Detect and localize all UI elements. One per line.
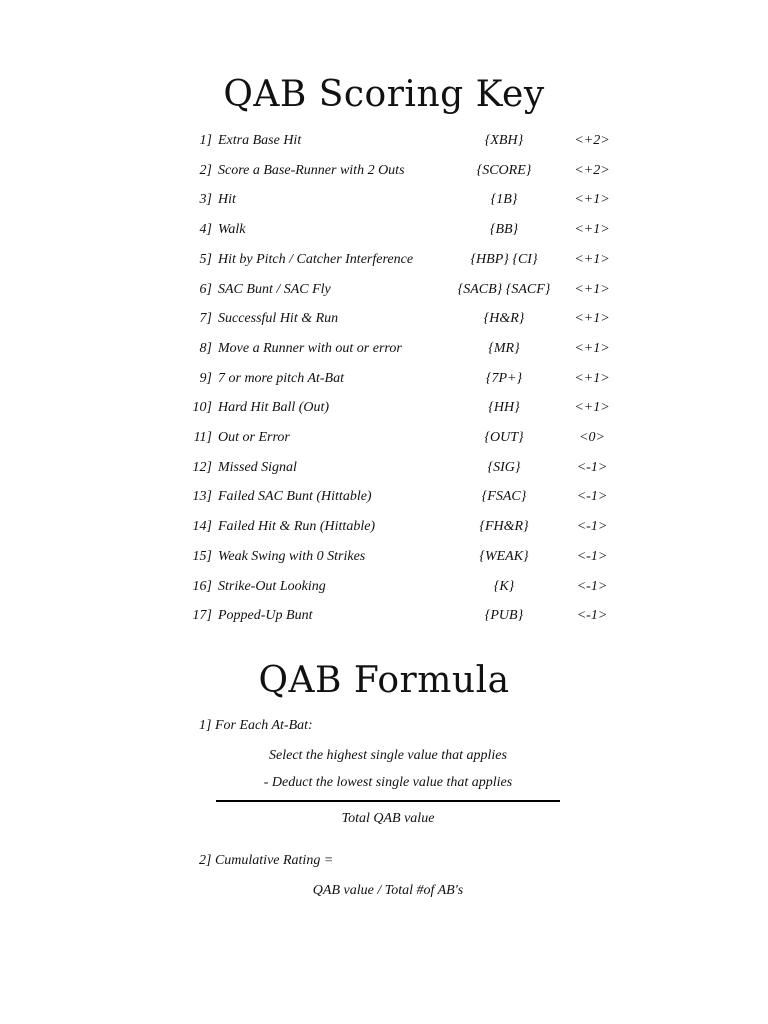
formula-step-1-label: 1] For Each At-Bat: bbox=[199, 718, 313, 733]
item-number: 2] bbox=[199, 162, 212, 178]
scoring-key-row bbox=[0, 485, 768, 509]
item-description: Hard Hit Ball (Out) bbox=[218, 400, 330, 416]
item-code: {H&R} bbox=[483, 311, 525, 327]
scoring-key-row bbox=[0, 337, 768, 361]
item-code: {7P+} bbox=[485, 370, 523, 386]
formula-divider-line bbox=[216, 800, 560, 802]
item-description: Successful Hit & Run bbox=[218, 311, 339, 327]
item-number: 12] bbox=[192, 459, 212, 475]
item-description: Extra Base Hit bbox=[218, 133, 302, 148]
scoring-key-row bbox=[0, 396, 768, 420]
item-description: Strike-Out Looking bbox=[218, 578, 326, 594]
scoring-key-row bbox=[0, 307, 768, 331]
item-code: {K} bbox=[493, 578, 515, 594]
item-points: <+2> bbox=[574, 133, 610, 148]
formula-highest-value-line: Select the highest single value that applies bbox=[269, 748, 507, 763]
item-description: Walk bbox=[218, 222, 246, 238]
item-code: {HBP} {CI} bbox=[470, 251, 538, 267]
item-number: 13] bbox=[192, 489, 212, 505]
item-points: <+1> bbox=[574, 222, 610, 238]
item-description: Hit by Pitch / Catcher Interference bbox=[218, 251, 414, 267]
item-number: 3] bbox=[199, 192, 212, 208]
item-points: <+2> bbox=[574, 162, 610, 178]
item-code: {SIG} bbox=[487, 459, 521, 475]
item-number: 7] bbox=[199, 311, 212, 327]
item-points: <+1> bbox=[574, 311, 610, 327]
scoring-key-row bbox=[0, 575, 768, 599]
item-number: 11] bbox=[193, 430, 212, 445]
item-points: <-1> bbox=[576, 489, 608, 505]
item-code: {OUT} bbox=[484, 430, 524, 445]
item-points: <+1> bbox=[574, 400, 610, 416]
item-points: <-1> bbox=[576, 519, 608, 535]
item-description: Failed Hit & Run (Hittable) bbox=[218, 519, 376, 535]
scoring-key-row bbox=[0, 426, 768, 450]
item-points: <-1> bbox=[576, 459, 608, 475]
item-code: {WEAK} bbox=[479, 548, 529, 564]
item-description: Score a Base-Runner with 2 Outs bbox=[218, 162, 405, 178]
item-points: <+1> bbox=[574, 192, 610, 208]
formula-title: QAB Formula bbox=[258, 660, 510, 701]
item-description: SAC Bunt / SAC Fly bbox=[218, 281, 331, 297]
scoring-key-row bbox=[0, 188, 768, 212]
item-code: {FH&R} bbox=[479, 519, 529, 535]
item-number: 9] bbox=[199, 370, 212, 386]
item-description: 7 or more pitch At-Bat bbox=[218, 370, 344, 386]
scoring-key-row bbox=[0, 129, 768, 153]
scoring-key-row bbox=[0, 159, 768, 183]
item-description: Missed Signal bbox=[218, 459, 297, 475]
item-description: Failed SAC Bunt (Hittable) bbox=[218, 489, 372, 505]
item-points: <-1> bbox=[576, 608, 608, 624]
item-points: <-1> bbox=[576, 548, 608, 564]
item-description: Out or Error bbox=[218, 430, 290, 445]
item-points: <0> bbox=[579, 430, 605, 445]
item-description: Move a Runner with out or error bbox=[218, 340, 402, 356]
item-points: <+1> bbox=[574, 340, 610, 356]
item-code: {SCORE} bbox=[476, 162, 532, 178]
item-number: 1] bbox=[199, 133, 212, 148]
item-code: {FSAC} bbox=[481, 489, 527, 505]
item-description: Hit bbox=[218, 192, 236, 208]
scoring-key-row bbox=[0, 278, 768, 302]
item-number: 4] bbox=[199, 222, 212, 238]
item-points: <+1> bbox=[574, 370, 610, 386]
item-points: <+1> bbox=[574, 251, 610, 267]
item-code: {HH} bbox=[488, 400, 520, 416]
item-number: 16] bbox=[192, 578, 212, 594]
item-number: 8] bbox=[199, 340, 212, 356]
item-number: 6] bbox=[199, 281, 212, 297]
item-description: Weak Swing with 0 Strikes bbox=[218, 548, 366, 564]
formula-total-qab-value: Total QAB value bbox=[341, 811, 435, 826]
item-description: Popped-Up Bunt bbox=[218, 608, 313, 624]
item-points: <+1> bbox=[574, 281, 610, 297]
item-code: {PUB} bbox=[484, 608, 524, 624]
item-code: {MR} bbox=[488, 340, 520, 356]
scoring-key-row bbox=[0, 545, 768, 569]
scoring-key-title: QAB Scoring Key bbox=[223, 74, 545, 115]
formula-deduct-lowest-line: - Deduct the lowest single value that applies bbox=[263, 775, 513, 790]
item-code: {SACB} {SACF} bbox=[457, 281, 551, 297]
item-code: {XBH} bbox=[484, 133, 524, 148]
formula-step-2-label: 2] Cumulative Rating = bbox=[199, 853, 334, 868]
scoring-key-row bbox=[0, 218, 768, 242]
item-number: 15] bbox=[192, 548, 212, 564]
scoring-key-row bbox=[0, 604, 768, 628]
scoring-key-row bbox=[0, 515, 768, 539]
item-number: 14] bbox=[192, 519, 212, 535]
item-number: 17] bbox=[192, 608, 212, 624]
scoring-key-row bbox=[0, 456, 768, 480]
item-points: <-1> bbox=[576, 578, 608, 594]
item-number: 10] bbox=[192, 400, 212, 416]
formula-cumulative-expression: QAB value / Total #of AB's bbox=[312, 883, 464, 898]
scoring-key-row bbox=[0, 248, 768, 272]
item-code: {BB} bbox=[489, 222, 519, 238]
scoring-key-row bbox=[0, 367, 768, 391]
item-code: {1B} bbox=[490, 192, 518, 208]
item-number: 5] bbox=[199, 251, 212, 267]
